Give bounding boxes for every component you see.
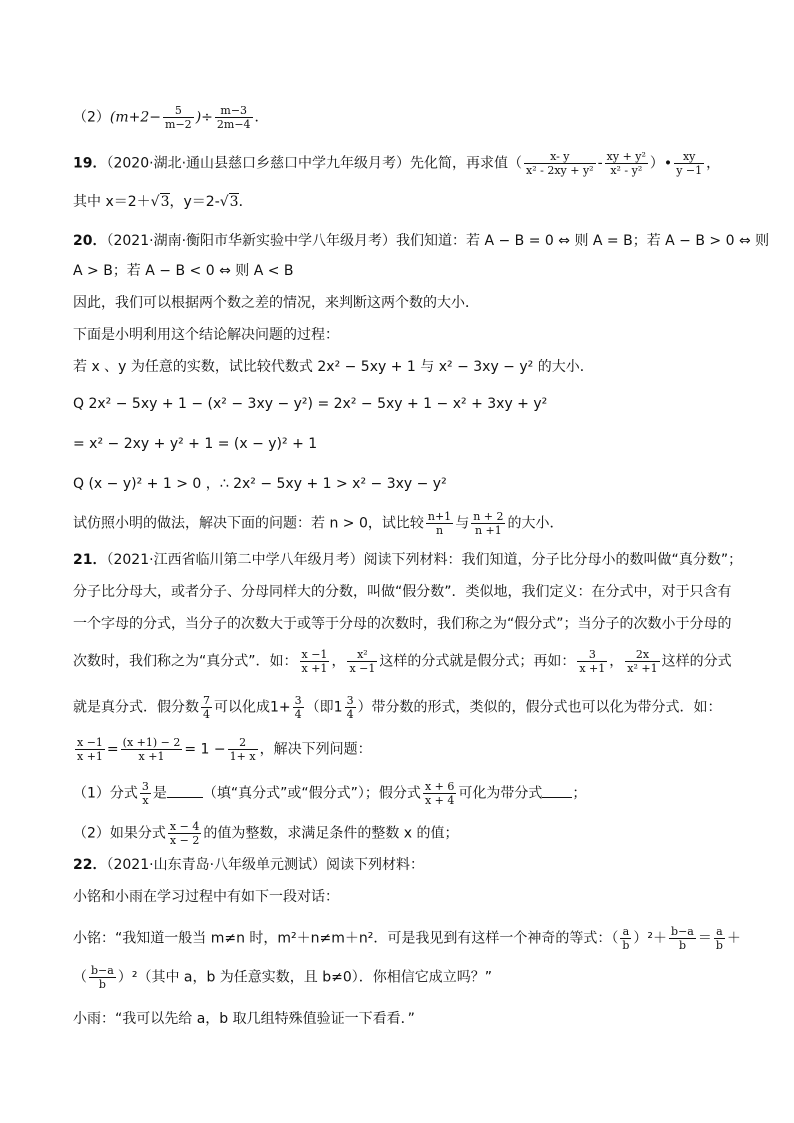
q20-fraction-1-den: n (435, 524, 444, 537)
q20-fraction-1-num: n+1 (427, 510, 452, 523)
q18-part2 (73, 104, 269, 131)
q21-fraction-6 (293, 694, 304, 721)
q18-fraction-2-den: 2m−4 (216, 118, 251, 131)
q21-fraction-5-den: 4 (203, 708, 210, 721)
q22-fraction-1 (620, 925, 631, 952)
sqrt-icon: √3 (219, 194, 239, 210)
q22-fraction-4-num: b−a (91, 964, 114, 977)
q18-fraction-1 (163, 104, 194, 131)
q21-fraction-1-den: x +1 (301, 662, 328, 675)
q21-fraction-5-num: 7 (203, 694, 210, 707)
q20-line7: = x² − 2xy + y² + 1 = (x − y)² + 1 (73, 436, 318, 452)
q21-fraction-5 (201, 694, 212, 721)
q22-fraction-2 (669, 925, 696, 952)
q21-fraction-10 (228, 736, 258, 763)
q21-fraction-4-den: x² +1 (627, 662, 658, 675)
q21-part2-label: （2）如果分式 (73, 825, 166, 842)
q22-text-3d: ＋ (726, 930, 741, 947)
q21-fraction-7-den: 4 (346, 708, 354, 721)
q19-fraction-1 (524, 150, 596, 177)
q21-fraction-9 (121, 736, 183, 763)
q22-fraction-4 (89, 964, 116, 991)
q22-text-4a: （ (73, 969, 87, 986)
q21-fraction-11-den: x (142, 794, 149, 807)
q21-fraction-13 (168, 820, 201, 847)
q21-text-6b: ，解决下列问题： (259, 741, 372, 758)
q21-text-4c: 这样的分式就是假分式；再如： (379, 653, 576, 670)
q21-fraction-1 (300, 648, 330, 675)
q19-fraction-1-num: x- y (524, 150, 596, 164)
q19-comma: ， (706, 155, 721, 172)
q18-fraction-2 (215, 104, 253, 131)
q19-condition-x: 其中 x＝2＋ (73, 194, 151, 210)
q21-part1-is: 是 (152, 785, 167, 802)
q20-line5: 若 x 、y 为任意的实数，试比较代数式 2x² − 5xy + 1 与 x² − 3xy − y² 的大小． (73, 359, 594, 375)
q20-text-1: 我们知道：若 A − B = 0 ⇔ 则 A = B；若 A − B > 0 ⇔ 则 (396, 233, 770, 249)
q19-minus: - (597, 155, 603, 172)
q21-part1-hint: （填“真分式”或“假分式”）；假分式 (202, 785, 421, 802)
q21-line4 (73, 648, 732, 675)
q22-fraction-3-den: b (715, 939, 723, 952)
q21-fraction-6-num: 3 (294, 694, 302, 707)
q19-source: （2020·湖北·通山县慈口乡慈口中学九年级月考） (106, 155, 411, 172)
q22-fraction-2-num: b−a (671, 925, 694, 938)
q19-end: ． (238, 194, 253, 210)
q21-text-5b: 可以化成1+ (214, 699, 291, 716)
q21-text-4a: 次数时，我们称之为“真分式”．如： (73, 653, 298, 670)
q19-fraction-1-den: x² - 2xy + y² (526, 164, 594, 177)
q18-fraction-1-den: m−2 (165, 118, 192, 131)
q18-expr-part1: (m+2− (109, 109, 162, 126)
q21-line1 (73, 550, 742, 570)
q22-text-3b: ）²＋ (633, 930, 668, 947)
q21-text-5c: （即1 (305, 699, 343, 716)
q20-line8: Q (x − y)² + 1 > 0 ，∴ 2x² − 5xy + 1 > x² − 3xy − y² (73, 476, 447, 492)
q21-part1-convert: 可化为带分式 (458, 785, 543, 802)
q21-part1 (73, 780, 586, 807)
q20-line9 (73, 510, 563, 537)
q19-sqrt-1-radicand: 3 (160, 194, 170, 210)
q18-fraction-1-num: 5 (163, 104, 194, 118)
q21-answer-blank-1[interactable] (167, 785, 203, 798)
q21-fraction-9-den: x +1 (138, 750, 165, 763)
q20-line6: Q 2x² − 5xy + 1 − (x² − 3xy − y²) = 2x² − 5xy + 1 − x² + 3xy + y² (73, 396, 548, 412)
q21-fraction-3 (577, 648, 607, 675)
q21-part2-text: 的值为整数，求满足条件的整数 x 的值； (203, 825, 459, 842)
q19-text: 先化简，再求值（ (410, 155, 523, 172)
q18-expr-part2: )÷ (195, 109, 213, 126)
q21-part1-label: （1）分式 (73, 785, 138, 802)
q22-number: 22． (73, 857, 107, 873)
q19-fraction-2-den: x² - y² (610, 164, 643, 177)
q22-line3 (73, 925, 741, 952)
q22-fraction-1-den: b (622, 939, 630, 952)
q21-fraction-13-num: x − 4 (169, 820, 200, 833)
sqrt-icon: √3 (150, 194, 170, 210)
q21-part2 (73, 820, 459, 847)
q21-comma-2: ， (609, 653, 624, 670)
q21-line5 (73, 694, 722, 721)
q19-line2 (73, 192, 253, 212)
q20-line1 (73, 231, 769, 251)
q22-text-1: 阅读下列材料： (326, 857, 425, 873)
q21-fraction-4-num: 2x (625, 648, 659, 662)
q19-close: ）• (649, 155, 673, 172)
q21-fraction-11-num: 3 (141, 780, 149, 793)
q22-text-4b: ）²（其中 a，b 为任意实数，且 b≠0）．你相信它成立吗？” (117, 969, 493, 986)
q21-text-4e: 这样的分式 (661, 653, 732, 670)
q20-fraction-1 (426, 510, 453, 537)
q20-task-text: 试仿照小明的做法，解决下面的问题：若 n > 0，试比较 (73, 515, 424, 532)
q21-fraction-3-num: 3 (577, 648, 607, 662)
q19-fraction-3 (674, 150, 704, 177)
q21-fraction-4 (625, 648, 659, 675)
q20-line4: 下面是小明利用这个结论解决问题的过程： (73, 327, 339, 343)
q21-fraction-11 (140, 780, 151, 807)
q19-fraction-2-num: xy + y² (606, 150, 646, 163)
q21-fraction-1-num: x −1 (301, 648, 328, 661)
q21-equals-2: = 1 − (184, 741, 226, 758)
q22-text-3c: ＝ (697, 930, 712, 947)
q20-line2: A > B；若 A − B < 0 ⇔ 则 A < B (73, 263, 294, 279)
q22-line5: 小雨：“我可以先给 a，b 取几组特殊值验证一下看看．” (73, 1011, 415, 1027)
q21-source: （2021·江西省临川第二中学八年级月考） (106, 552, 364, 568)
q22-fraction-4-den: b (98, 978, 106, 991)
q21-fraction-10-den: 1+ x (229, 750, 256, 763)
q22-source: （2021·山东青岛·八年级单元测试） (106, 857, 327, 873)
q20-fraction-2 (471, 510, 505, 537)
q21-fraction-6-den: 4 (294, 708, 302, 721)
q21-fraction-2-num: x² (347, 648, 377, 662)
q21-fraction-3-den: x +1 (579, 662, 606, 675)
q18-part2-number: （2） (73, 109, 110, 126)
q21-fraction-8-den: x +1 (77, 750, 103, 763)
q18-end: ． (254, 109, 269, 126)
q18-fraction-2-num: m−3 (215, 104, 253, 118)
q21-line3: 一个字母的分式，当分子的次数大于或等于分母的次数时，我们称之为“假分式”；当分子的次数小于分母的 (73, 616, 732, 632)
q22-fraction-2-den: b (678, 939, 686, 952)
q21-number: 21． (73, 552, 107, 568)
q21-fraction-2-den: x −1 (349, 662, 376, 675)
q21-fraction-7-num: 3 (346, 694, 354, 707)
q22-fraction-1-num: a (620, 925, 631, 939)
q21-line6 (73, 736, 372, 763)
q21-text-5a: 就是真分式．假分数 (73, 699, 199, 716)
q21-line2: 分子比分母大，或者分子、分母同样大的分数，叫做“假分数”．类似地，我们定义：在分式中，对于只含有 (73, 584, 732, 600)
q19-fraction-3-den: y −1 (676, 164, 703, 177)
q21-fraction-13-den: x − 2 (169, 834, 200, 847)
q21-part1-end: ； (572, 785, 587, 802)
q20-number: 20． (73, 233, 107, 249)
q21-answer-blank-2[interactable] (542, 785, 572, 798)
q21-fraction-10-num: 2 (228, 736, 258, 750)
q21-text-1: 阅读下列材料：我们知道，分子比分母小的数叫做“真分数”； (363, 552, 743, 568)
q20-fraction-2-num: n + 2 (473, 510, 504, 523)
q21-fraction-12-den: x + 4 (424, 794, 455, 807)
q20-task-end: 的大小． (507, 515, 564, 532)
q19-line1 (73, 150, 720, 177)
q20-fraction-2-den: n +1 (474, 524, 502, 537)
q21-text-5d: ）带分数的形式，类似的，假分式也可以化为带分式．如： (357, 699, 722, 716)
q21-equals-1: = (106, 741, 119, 758)
q21-fraction-7 (345, 694, 356, 721)
q20-line3: 因此，我们可以根据两个数之差的情况，来判断这两个数的大小． (73, 295, 479, 311)
q19-number: 19． (73, 155, 107, 172)
q20-source: （2021·湖南·衡阳市华新实验中学八年级月考） (106, 233, 397, 249)
q22-text-3a: 小铭：“我知道一般当 m≠n 时，m²＋n≠m＋n²．可是我见到有这样一个神奇的等式：（ (73, 930, 619, 947)
q22-fraction-3-num: a (714, 925, 725, 939)
q19-sqrt-2-radicand: 3 (229, 194, 239, 210)
q22-fraction-3 (714, 925, 725, 952)
q21-fraction-12-num: x + 6 (424, 780, 455, 793)
q21-fraction-2 (347, 648, 377, 675)
q22-line2: 小铭和小雨在学习过程中有如下一段对话： (73, 889, 339, 905)
q19-fraction-2 (605, 150, 648, 177)
q21-fraction-12 (423, 780, 456, 807)
q19-condition-y: ，y＝2- (169, 194, 220, 210)
q21-fraction-8 (75, 736, 105, 763)
q20-and: 与 (455, 515, 470, 532)
q21-comma-1: ， (331, 653, 346, 670)
q21-fraction-9-num: (x +1) − 2 (122, 736, 181, 749)
q19-fraction-3-num: xy (674, 150, 704, 164)
q21-fraction-8-num: x −1 (77, 736, 103, 749)
q22-line1 (73, 855, 424, 875)
q22-line4 (73, 964, 492, 991)
